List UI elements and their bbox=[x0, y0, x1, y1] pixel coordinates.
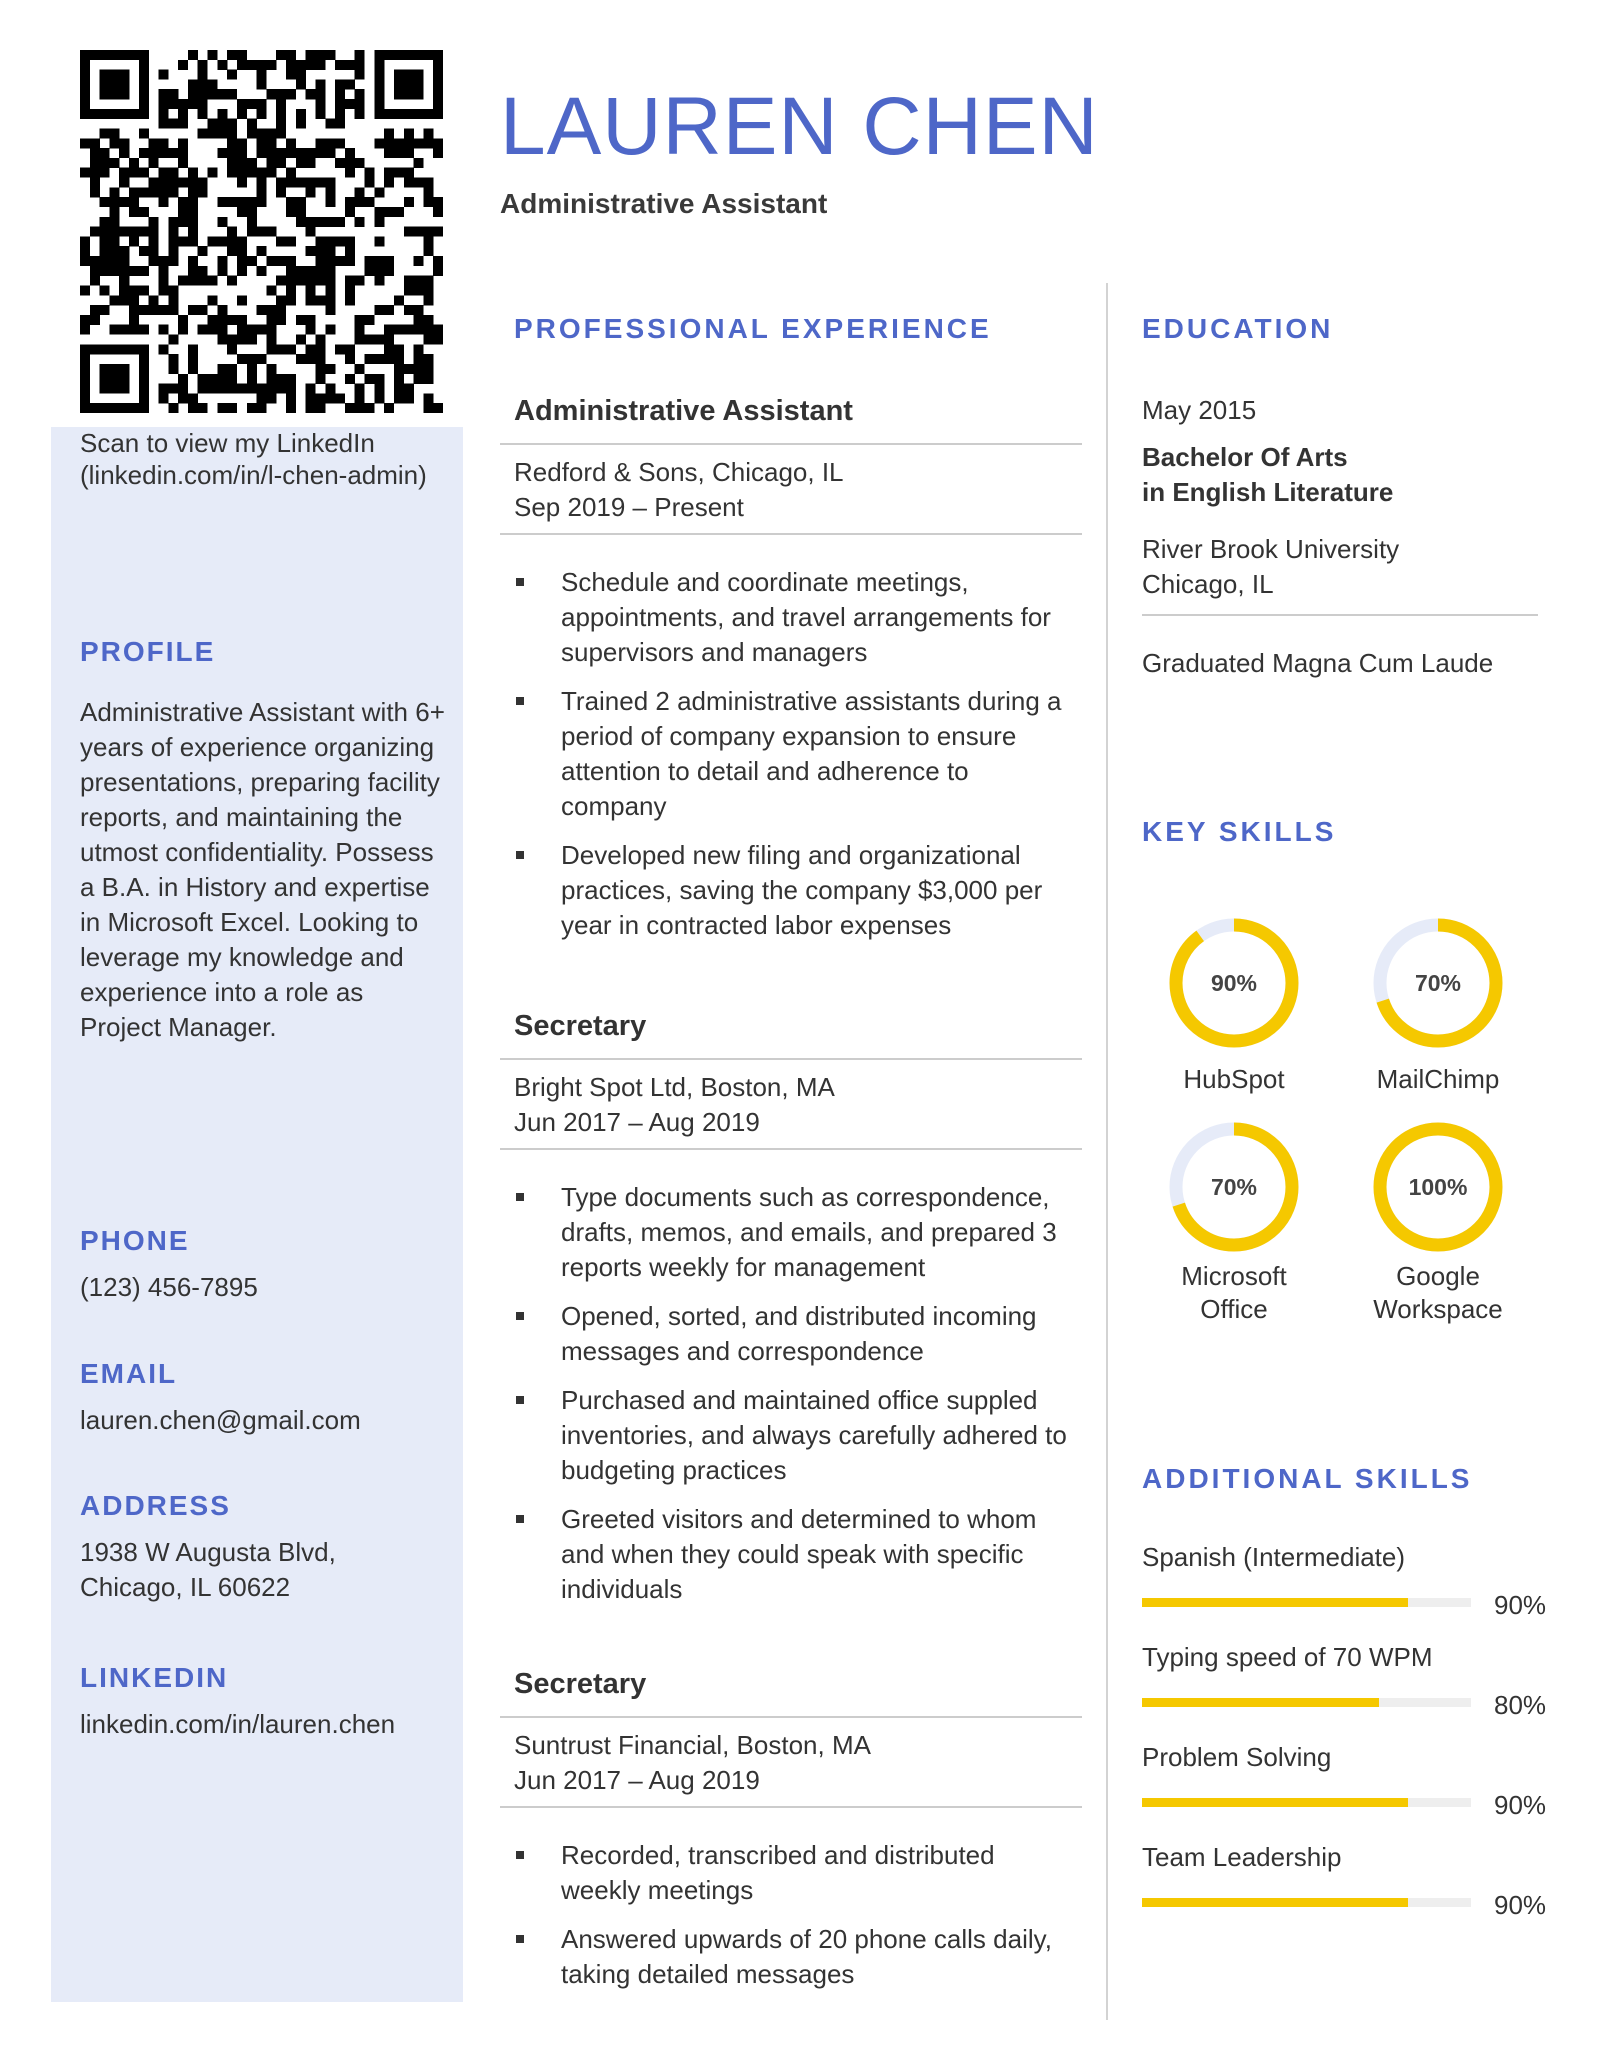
degree-line1: Bachelor Of Arts bbox=[1142, 442, 1348, 472]
additional-skill-fill bbox=[1142, 1598, 1408, 1607]
skill-percent: 100% bbox=[1408, 1174, 1468, 1200]
additional-skill-percent: 90% bbox=[1494, 1890, 1547, 1920]
degree-line2: in English Literature bbox=[1142, 477, 1394, 507]
school-name: River Brook University bbox=[1142, 534, 1400, 564]
column-divider bbox=[1106, 283, 1108, 2020]
skill-donut bbox=[1372, 1121, 1504, 1253]
job-bullet: Greeted visitors and determined to whom and when they could speak with specific individuals bbox=[514, 1502, 1082, 1607]
additional-skill bbox=[1142, 1540, 1562, 1620]
skill-label-line2: Workspace bbox=[1373, 1294, 1503, 1324]
candidate-name: LAUREN CHEN bbox=[500, 81, 1099, 172]
additional-skill bbox=[1142, 1740, 1562, 1820]
additional-skill-fill bbox=[1142, 1698, 1379, 1707]
email-value[interactable]: lauren.chen@gmail.com bbox=[80, 1405, 361, 1435]
qr-caption-line2: (linkedin.com/in/l-chen-admin) bbox=[80, 460, 427, 490]
skill-percent: 70% bbox=[1414, 970, 1462, 996]
additional-skill-name: Team Leadership bbox=[1142, 1842, 1342, 1872]
skill-label-line1: MailChimp bbox=[1376, 1064, 1500, 1094]
job-bullet: Answered upwards of 20 phone calls daily, taking detailed messages bbox=[514, 1922, 1082, 1992]
job-meta bbox=[500, 445, 1082, 535]
skill-label-line1: Google bbox=[1396, 1261, 1480, 1291]
job-company: Suntrust Financial, Boston, MA bbox=[514, 1730, 871, 1760]
education-honor: Graduated Magna Cum Laude bbox=[1142, 648, 1494, 678]
job-meta bbox=[500, 1718, 1082, 1808]
address-line2: Chicago, IL 60622 bbox=[80, 1572, 291, 1602]
skill-donut bbox=[1168, 1121, 1300, 1253]
additional-skill-name: Problem Solving bbox=[1142, 1742, 1332, 1772]
additional-skill-percent: 80% bbox=[1494, 1690, 1547, 1720]
job-company: Redford & Sons, Chicago, IL bbox=[514, 457, 844, 487]
linkedin-value[interactable]: linkedin.com/in/lauren.chen bbox=[80, 1709, 396, 1739]
job-entry bbox=[500, 394, 1082, 957]
education-heading: EDUCATION bbox=[1142, 313, 1334, 344]
additional-skill-fill bbox=[1142, 1798, 1408, 1807]
additional-skill-percent: 90% bbox=[1494, 1790, 1547, 1820]
additional-skill bbox=[1142, 1640, 1562, 1720]
school-location: Chicago, IL bbox=[1142, 569, 1274, 599]
job-title: Administrative Assistant bbox=[500, 394, 1082, 445]
job-bullets bbox=[500, 1808, 1082, 1992]
job-bullets bbox=[500, 1150, 1082, 1607]
skill-donut bbox=[1168, 917, 1300, 1049]
skill-label-line1: Microsoft bbox=[1181, 1261, 1287, 1291]
additional-skill-fill bbox=[1142, 1898, 1408, 1907]
additional-skill-track bbox=[1142, 1898, 1471, 1907]
job-bullet: Opened, sorted, and distributed incoming messages and correspondence bbox=[514, 1299, 1082, 1369]
education-school bbox=[1142, 532, 1538, 616]
additional-skill-track bbox=[1142, 1798, 1471, 1807]
additional-skill-percent: 90% bbox=[1494, 1590, 1547, 1620]
key-skills-heading: KEY SKILLS bbox=[1142, 816, 1337, 847]
job-dates: Jun 2017 – Aug 2019 bbox=[514, 1107, 760, 1137]
education-entry bbox=[1142, 393, 1538, 681]
job-bullet: Developed new filing and organizational practices, saving the company $3,000 per year in contracted labor expenses bbox=[514, 838, 1082, 943]
job-bullet: Recorded, transcribed and distributed weekly meetings bbox=[514, 1838, 1082, 1908]
additional-skills-heading: ADDITIONAL SKILLS bbox=[1142, 1463, 1473, 1494]
address-heading: ADDRESS bbox=[80, 1490, 231, 1521]
candidate-title: Administrative Assistant bbox=[500, 188, 828, 219]
additional-skill-name: Typing speed of 70 WPM bbox=[1142, 1642, 1433, 1672]
job-entry bbox=[500, 1667, 1082, 2006]
address-value bbox=[80, 1535, 450, 1605]
address-line1: 1938 W Augusta Blvd, bbox=[80, 1537, 336, 1567]
profile-heading: PROFILE bbox=[80, 636, 216, 667]
skill-label bbox=[1134, 1063, 1334, 1096]
profile-text: Administrative Assistant with 6+ years of experience organizing presentations, preparing facility reports, and maintaining the utmost confidentiality. Possess a B.A. in History and expertise in Microsoft Excel. Looking to leverage my knowledge and experience into a role as Project Manager. bbox=[80, 697, 445, 1042]
experience-heading: PROFESSIONAL EXPERIENCE bbox=[514, 313, 992, 344]
email-heading: EMAIL bbox=[80, 1358, 178, 1389]
skill-label-line2: Office bbox=[1200, 1294, 1268, 1324]
skill-percent: 70% bbox=[1210, 1174, 1258, 1200]
additional-skill-track bbox=[1142, 1598, 1471, 1607]
job-title: Secretary bbox=[500, 1667, 1082, 1718]
job-dates: Sep 2019 – Present bbox=[514, 492, 744, 522]
job-bullets bbox=[500, 535, 1082, 943]
skill-percent: 90% bbox=[1210, 970, 1258, 996]
job-bullet: Trained 2 administrative assistants during a period of company expansion to ensure attention to detail and adherence to company bbox=[514, 684, 1082, 824]
linkedin-qr-code-icon[interactable] bbox=[80, 50, 443, 413]
phone-heading: PHONE bbox=[80, 1225, 190, 1256]
skill-label bbox=[1338, 1260, 1538, 1326]
education-degree bbox=[1142, 440, 1538, 510]
job-company: Bright Spot Ltd, Boston, MA bbox=[514, 1072, 835, 1102]
job-title: Secretary bbox=[500, 1009, 1082, 1060]
job-bullet: Schedule and coordinate meetings, appointments, and travel arrangements for supervisors and managers bbox=[514, 565, 1082, 670]
education-date: May 2015 bbox=[1142, 395, 1257, 425]
linkedin-heading: LINKEDIN bbox=[80, 1662, 229, 1693]
additional-skill-track bbox=[1142, 1698, 1471, 1707]
additional-skill bbox=[1142, 1840, 1562, 1920]
job-dates: Jun 2017 – Aug 2019 bbox=[514, 1765, 760, 1795]
qr-caption bbox=[80, 427, 450, 491]
job-bullet: Type documents such as correspondence, drafts, memos, and emails, and prepared 3 reports weekly for management bbox=[514, 1180, 1082, 1285]
job-bullet: Purchased and maintained office suppled inventories, and always carefully adhered to budgeting practices bbox=[514, 1383, 1082, 1488]
job-meta bbox=[500, 1060, 1082, 1150]
skill-label bbox=[1338, 1063, 1538, 1096]
job-entry bbox=[500, 1009, 1082, 1621]
skill-label-line1: HubSpot bbox=[1183, 1064, 1285, 1094]
qr-caption-line1: Scan to view my LinkedIn bbox=[80, 428, 375, 458]
additional-skill-name: Spanish (Intermediate) bbox=[1142, 1542, 1406, 1572]
skill-donut bbox=[1372, 917, 1504, 1049]
phone-value: (123) 456-7895 bbox=[80, 1272, 258, 1302]
skill-label bbox=[1134, 1260, 1334, 1326]
